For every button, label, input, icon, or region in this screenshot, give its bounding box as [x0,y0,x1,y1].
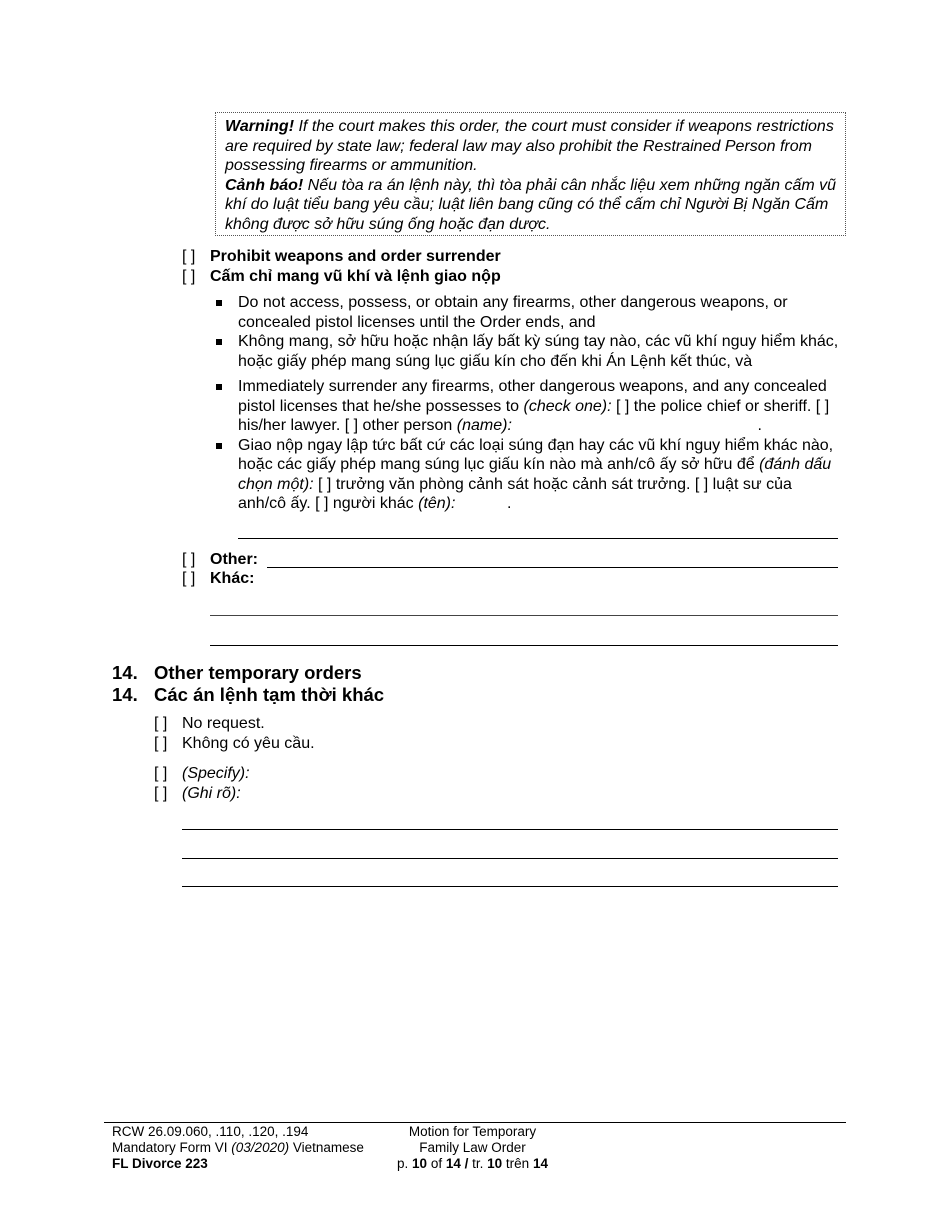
section-14-heading-en [112,662,362,684]
section-number-vi: 14. [112,684,138,705]
weapons-title-en: Prohibit weapons and order surrender [210,248,501,265]
footer-rcw: RCW 26.09.060, .110, .120, .194 [112,1124,309,1139]
bullet-2-en: Immediately surrender any firearms, other dangerous weapons, and any concealed pistol licenses that he/she possesses to (check one): [ ] the police chief or sheriff. [ ] his/her lawyer. [ ] other person (name): . [216,377,840,436]
name-line[interactable] [238,538,838,539]
footer-left [112,1124,402,1172]
warning-vi-label: Cảnh báo! [225,176,304,194]
weapons-title-vi: Cấm chỉ mang vũ khí và lệnh giao nộp [210,268,501,285]
specify-option-vi[interactable] [154,784,241,804]
footer-title-2: Family Law Order [419,1140,526,1155]
other-option-en[interactable] [182,550,258,570]
specify-line-2[interactable] [182,858,838,859]
no-request-checkbox-vi[interactable]: [ ] [154,735,168,752]
other-line-3[interactable] [210,645,838,646]
footer-title-1: Motion for Temporary [408,1124,537,1139]
specify-option-en[interactable] [154,764,250,784]
weapons-option-en[interactable] [182,247,501,267]
other-line-2[interactable] [210,615,838,616]
no-request-checkbox-en[interactable]: [ ] [154,715,168,732]
no-request-option-en[interactable] [154,714,265,734]
specify-line-1[interactable] [182,829,838,830]
footer-page-number: p. 10 of 14 / tr. 10 trên 14 [397,1156,548,1171]
section-number-en: 14. [112,662,138,683]
other-label-en: Other: [210,551,258,568]
weapons-option-vi[interactable] [182,267,501,287]
no-request-option-vi[interactable] [154,734,315,754]
warning-en-label: Warning! [225,118,295,135]
other-option-vi[interactable] [182,569,254,589]
warning-box [215,112,846,236]
footer-form-id: FL Divorce 223 [112,1156,208,1171]
footer-rule [104,1122,846,1123]
bullet-1-vi: Không mang, sở hữu hoặc nhận lấy bất kỳ súng tay nào, các vũ khí nguy hiểm khác, hoặc giấy phép mang súng lục giấu kín cho đến khi Án Lệnh kết thúc, và [216,332,840,371]
bullet-2-vi: Giao nộp ngay lập tức bất cứ các loại súng đạn hay các vũ khí nguy hiểm khác nào, hoặc các giấy phép mang súng lục giấu kín nào mà anh/cô ấy sở hữu để (đánh dấu chọn một): [ ] trưởng văn phòng cảnh sát hoặc cảnh sát trưởng. [ ] luật sư của anh/cô ấy. [ ] người khác (tên): . [216,436,840,514]
footer-center [390,1124,555,1172]
section-14-heading-vi [112,684,384,706]
specify-line-3[interactable] [182,886,838,887]
other-line-1[interactable] [267,567,838,568]
warning-en-text: If the court makes this order, the court must consider if weapons restrictions are required by state law; federal law may also prohibit the Restrained Person from possessing firearms or ammunition. [225,118,834,174]
other-checkbox-vi[interactable]: [ ] [182,570,196,587]
footer-mandatory: Mandatory Form VI (03/2020) Vietnamese [112,1140,364,1155]
weapons-bullets [216,293,840,514]
other-checkbox-en[interactable]: [ ] [182,551,196,568]
other-label-vi: Khác: [210,570,255,587]
weapons-checkbox-en[interactable]: [ ] [182,248,196,265]
bullet-1-en: Do not access, possess, or obtain any firearms, other dangerous weapons, or concealed pistol licenses until the Order ends, and [216,293,840,332]
section-title-en: Other temporary orders [154,662,362,683]
section-title-vi: Các án lệnh tạm thời khác [154,684,385,705]
warning-en [225,117,837,176]
no-request-label-vi: Không có yêu cầu. [182,735,315,752]
warning-vi [225,176,837,235]
specify-checkbox-vi[interactable]: [ ] [154,785,168,802]
specify-label-vi: (Ghi rõ): [182,785,241,802]
specify-label-en: (Specify): [182,765,250,782]
weapons-checkbox-vi[interactable]: [ ] [182,268,196,285]
specify-checkbox-en[interactable]: [ ] [154,765,168,782]
no-request-label-en: No request. [182,715,265,732]
warning-vi-text: Nếu tòa ra án lệnh này, thì tòa phải cân nhắc liệu xem những ngăn cấm vũ khí do luật tiểu bang yêu cầu; luật liên bang cũng có thể cấm chỉ Người Bị Ngăn Cấm không được sở hữu súng ống hoặc đạn dược. [225,176,837,233]
